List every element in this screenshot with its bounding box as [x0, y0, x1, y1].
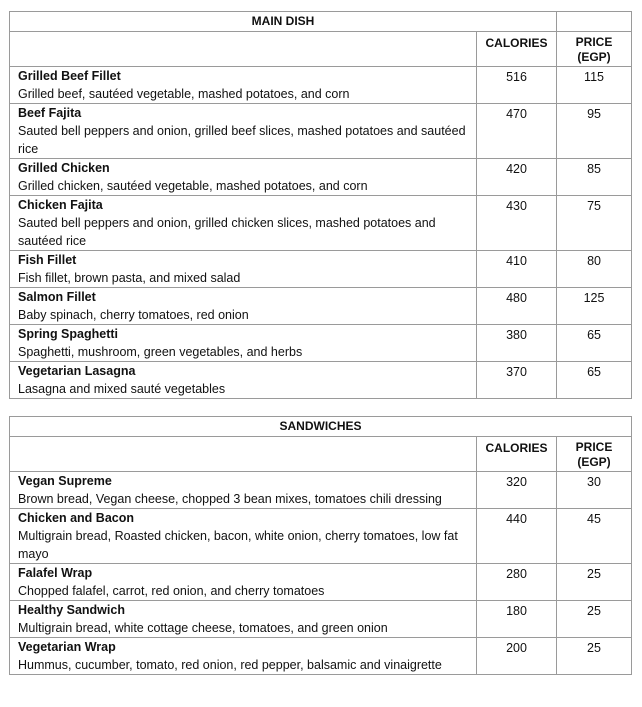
item-name: Vegan Supreme	[18, 474, 112, 488]
item-name: Salmon Fillet	[18, 290, 96, 304]
item-price: 45	[557, 509, 632, 564]
sandwiches-table	[9, 416, 632, 675]
menu-item-row	[10, 288, 632, 325]
item-calories: 480	[477, 288, 557, 325]
item-description: Grilled chicken, sautéed vegetable, mashed potatoes, and corn	[18, 179, 368, 193]
item-price: 25	[557, 564, 632, 601]
item-calories: 200	[477, 638, 557, 675]
item-description: Spaghetti, mushroom, green vegetables, and herbs	[18, 345, 303, 359]
item-calories: 280	[477, 564, 557, 601]
item-description: Hummus, cucumber, tomato, red onion, red pepper, balsamic and vinaigrette	[18, 658, 442, 672]
menu-item-row	[10, 509, 632, 564]
menu-item-row	[10, 325, 632, 362]
item-description: Sauted bell peppers and onion, grilled beef slices, mashed potatoes and sautéed rice	[18, 124, 466, 156]
item-name: Falafel Wrap	[18, 566, 93, 580]
item-name: Grilled Chicken	[18, 161, 110, 175]
main-dish-rows	[10, 67, 632, 399]
item-name: Spring Spaghetti	[18, 327, 118, 341]
item-price: 80	[557, 251, 632, 288]
item-calories: 320	[477, 472, 557, 509]
menu-item-row	[10, 104, 632, 159]
section-title: SANDWICHES	[10, 417, 632, 437]
item-description: Sauted bell peppers and onion, grilled chicken slices, mashed potatoes and sautéed rice	[18, 216, 436, 248]
item-description: Brown bread, Vegan cheese, chopped 3 bean mixes, tomatoes chili dressing	[18, 492, 442, 506]
item-description: Grilled beef, sautéed vegetable, mashed potatoes, and corn	[18, 87, 350, 101]
item-calories: 420	[477, 159, 557, 196]
menu-item-row	[10, 638, 632, 675]
item-name: Fish Fillet	[18, 253, 77, 267]
menu-item-row	[10, 159, 632, 196]
item-name: Chicken Fajita	[18, 198, 103, 212]
item-description: Baby spinach, cherry tomatoes, red onion	[18, 308, 249, 322]
item-description: Multigrain bread, Roasted chicken, bacon, white onion, cherry tomatoes, low fat mayo	[18, 529, 458, 561]
item-calories: 430	[477, 196, 557, 251]
item-calories: 440	[477, 509, 557, 564]
item-price: 25	[557, 638, 632, 675]
item-price: 95	[557, 104, 632, 159]
price-header: PRICE (EGP)	[557, 32, 632, 67]
item-name: Beef Fajita	[18, 106, 82, 120]
item-price: 75	[557, 196, 632, 251]
item-price: 85	[557, 159, 632, 196]
menu-item-row	[10, 564, 632, 601]
item-calories: 470	[477, 104, 557, 159]
item-calories: 410	[477, 251, 557, 288]
item-name: Chicken and Bacon	[18, 511, 134, 525]
item-calories: 380	[477, 325, 557, 362]
calories-header: CALORIES	[477, 32, 557, 67]
item-name: Vegetarian Lasagna	[18, 364, 136, 378]
item-price: 65	[557, 325, 632, 362]
item-price: 65	[557, 362, 632, 399]
sandwich-rows	[10, 472, 632, 675]
price-header: PRICE (EGP)	[557, 437, 632, 472]
menu-item-row	[10, 601, 632, 638]
item-calories: 516	[477, 67, 557, 104]
menu-item-row	[10, 362, 632, 399]
item-name: Grilled Beef Fillet	[18, 69, 121, 83]
menu-item-row	[10, 251, 632, 288]
item-name: Vegetarian Wrap	[18, 640, 116, 654]
item-price: 25	[557, 601, 632, 638]
item-name: Healthy Sandwich	[18, 603, 125, 617]
item-price: 115	[557, 67, 632, 104]
section-title: MAIN DISH	[10, 12, 557, 32]
menu-item-row	[10, 67, 632, 104]
item-calories: 370	[477, 362, 557, 399]
item-description: Fish fillet, brown pasta, and mixed salad	[18, 271, 241, 285]
item-description: Multigrain bread, white cottage cheese, tomatoes, and green onion	[18, 621, 388, 635]
item-price: 125	[557, 288, 632, 325]
calories-header: CALORIES	[477, 437, 557, 472]
menu-item-row	[10, 196, 632, 251]
item-price: 30	[557, 472, 632, 509]
menu-item-row	[10, 472, 632, 509]
item-calories: 180	[477, 601, 557, 638]
item-description: Chopped falafel, carrot, red onion, and cherry tomatoes	[18, 584, 325, 598]
main-dish-table	[9, 11, 632, 399]
item-description: Lasagna and mixed sauté vegetables	[18, 382, 226, 396]
